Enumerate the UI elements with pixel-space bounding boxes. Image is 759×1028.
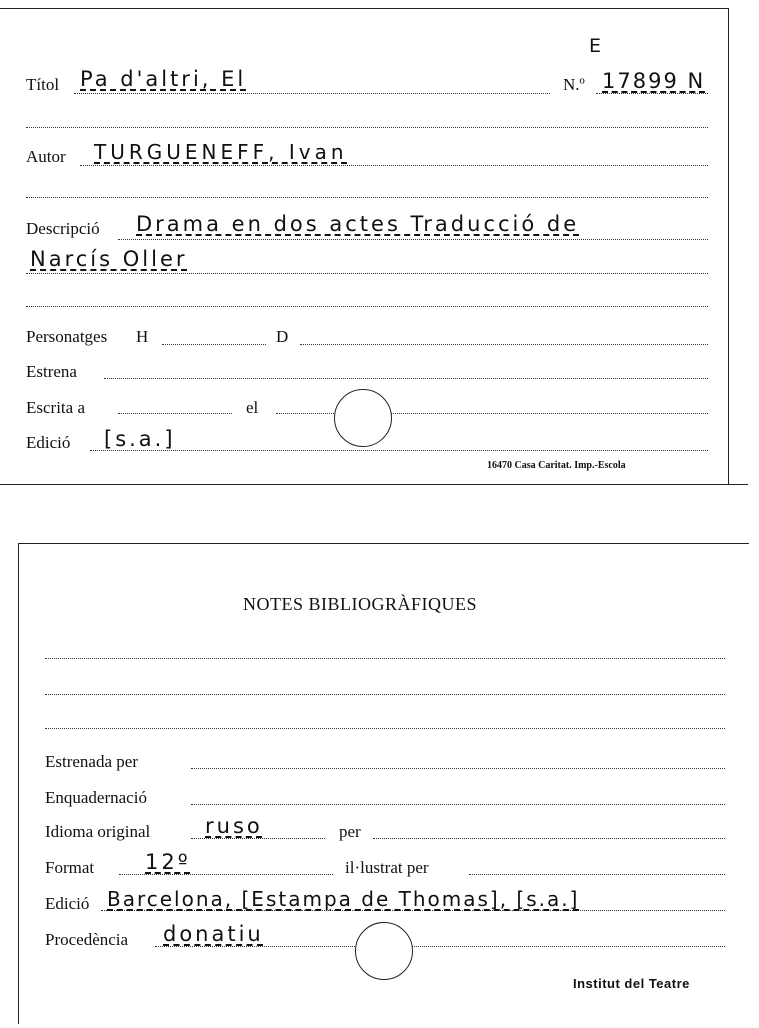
descripcio-value-1: Drama en dos actes Traducció de	[136, 212, 580, 236]
edicio-line	[90, 450, 708, 451]
numero-line	[596, 93, 708, 94]
procedencia-label: Procedència	[45, 930, 129, 949]
descripcio-label: Descripció	[26, 219, 100, 238]
estrena-label: Estrena	[26, 362, 77, 381]
autor-line	[80, 165, 708, 166]
escrita-place-line	[118, 413, 232, 414]
format-line	[119, 874, 333, 875]
descripcio-value-2: Narcís Oller	[30, 247, 188, 271]
escrita-label: Escrita a	[26, 398, 85, 417]
estrenada-per-label: Estrenada per	[45, 752, 138, 771]
descripcio-line-3	[26, 306, 708, 307]
front-catalog-card	[0, 8, 729, 485]
numero-value: 17899 N	[602, 69, 706, 93]
descripcio-line-2	[26, 273, 708, 274]
back-catalog-card	[18, 543, 749, 1024]
procedencia-value: donatiu	[163, 922, 264, 946]
notes-line-2	[45, 694, 725, 695]
personatges-d-label: D	[276, 327, 289, 346]
enquadernacio-label: Enquadernació	[45, 788, 147, 807]
descripcio-line-1	[118, 239, 708, 240]
personatges-label: Personatges	[26, 327, 108, 346]
idioma-line	[191, 838, 325, 839]
back-punch-hole	[355, 922, 413, 980]
format-label: Format	[45, 858, 95, 877]
procedencia-line	[155, 946, 725, 947]
il-lustrat-line	[469, 874, 725, 875]
idioma-label: Idioma original	[45, 822, 151, 841]
edicio-value: [s.a.]	[104, 427, 176, 451]
front-card-bottom-edge	[0, 484, 748, 485]
personatges-h-line	[162, 344, 266, 345]
personatges-d-line	[300, 344, 708, 345]
autor-label: Autor	[26, 147, 66, 166]
punch-hole	[334, 389, 392, 447]
estrenada-per-line	[191, 768, 725, 769]
printer-imprint: 16470 Casa Caritat. Imp.-Escola	[487, 460, 626, 471]
notes-line-1	[45, 658, 725, 659]
idioma-per-label: per	[339, 822, 361, 841]
titol-line	[74, 93, 550, 94]
personatges-h-label: H	[136, 327, 149, 346]
idioma-value: ruso	[205, 814, 263, 838]
back-edicio-label: Edició	[45, 894, 90, 913]
institution-imprint: Institut del Teatre	[573, 976, 690, 991]
numero-label: N.º	[563, 75, 585, 94]
estrena-line	[104, 378, 708, 379]
edicio-label: Edició	[26, 433, 71, 452]
autor-value: TURGUENEFF, Ivan	[94, 140, 348, 164]
idioma-per-line	[373, 838, 725, 839]
autor-extra-line	[26, 197, 708, 198]
back-edicio-value: Barcelona, [Estampa de Thomas], [s.a.]	[107, 887, 580, 911]
titol-value: Pa d'altri, El	[80, 67, 247, 91]
notes-line-3	[45, 728, 725, 729]
corner-mark: E	[589, 35, 602, 57]
titol-label: Títol	[26, 75, 60, 94]
escrita-el-label: el	[246, 398, 259, 417]
titol-extra-line	[26, 127, 708, 128]
enquadernacio-line	[191, 804, 725, 805]
notes-title: NOTES BIBLIOGRÀFIQUES	[243, 594, 478, 614]
il-lustrat-label: il·lustrat per	[345, 858, 429, 877]
format-value: 12º	[145, 850, 191, 874]
